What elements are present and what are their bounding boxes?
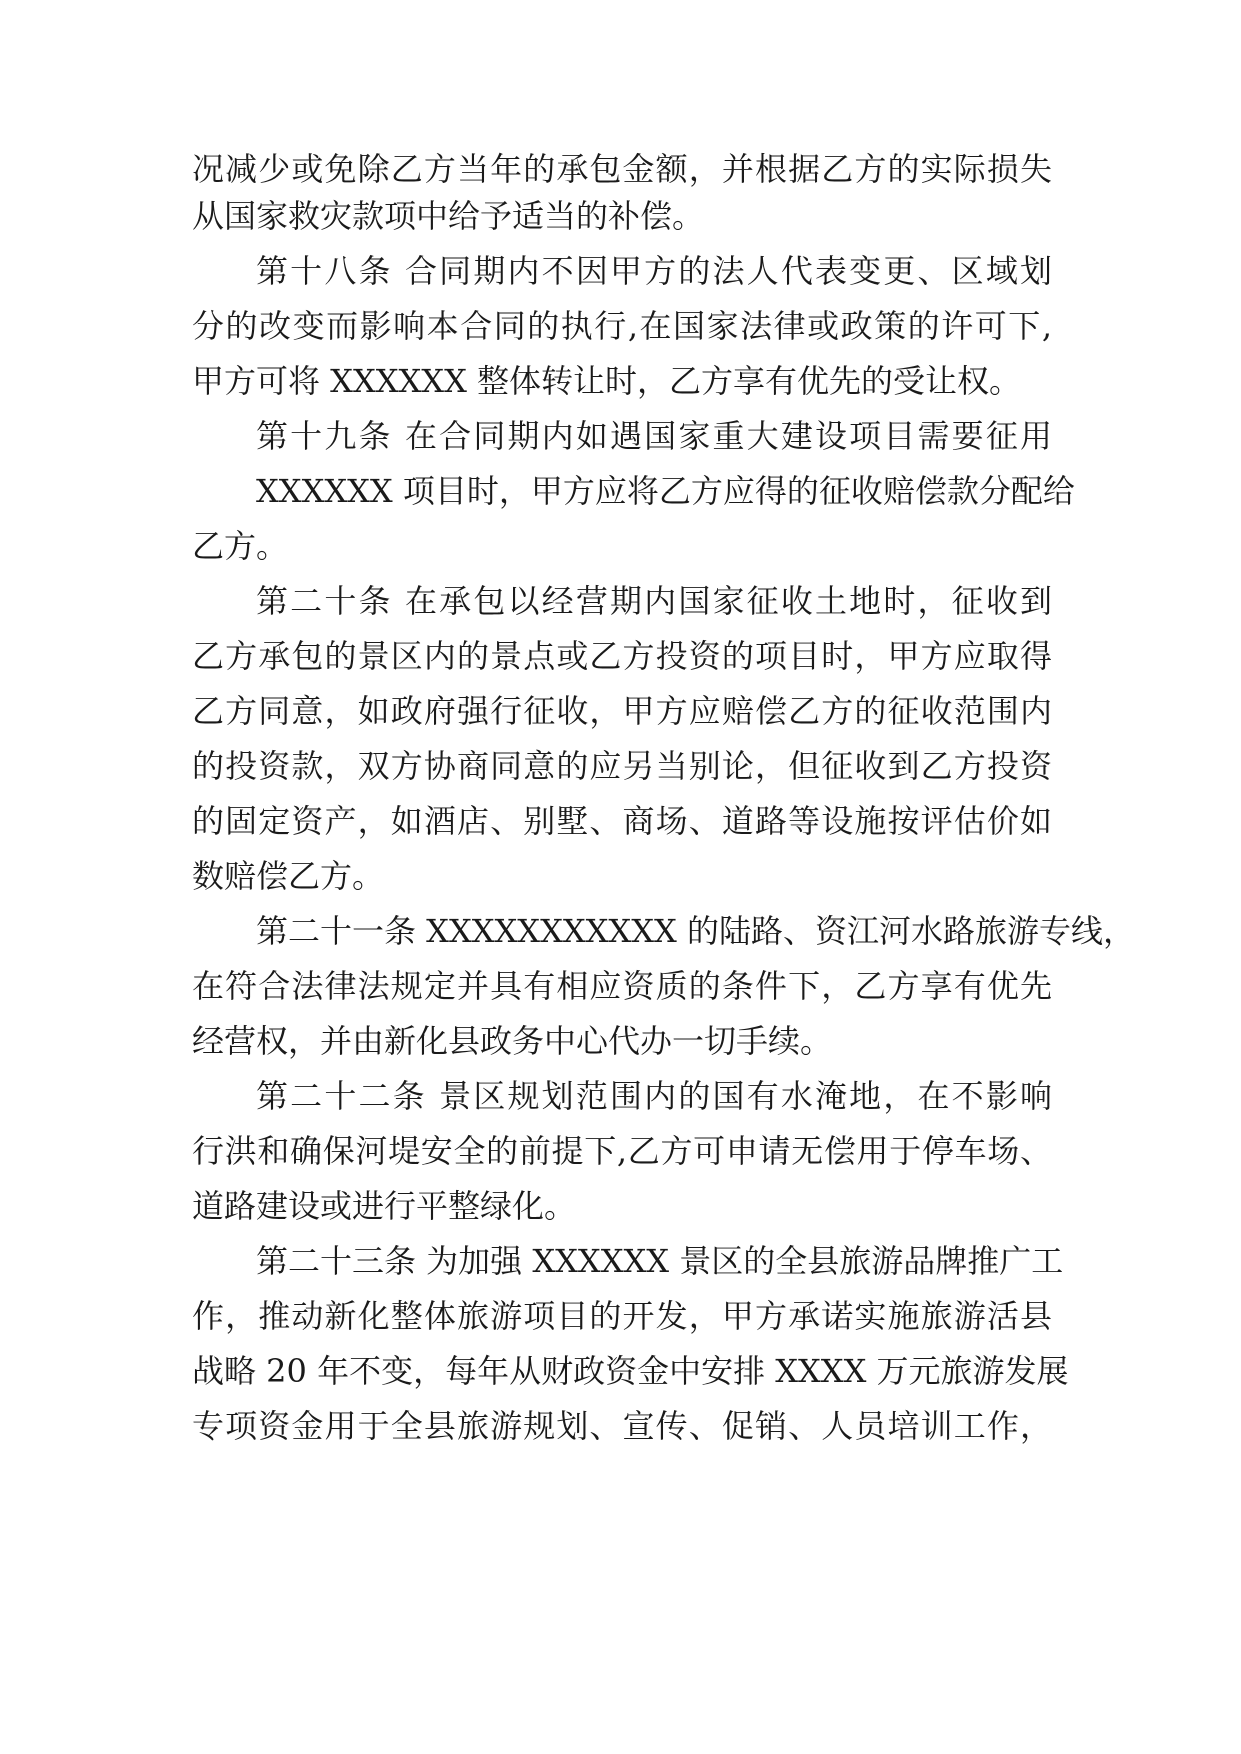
- text-line: 的固定资产，如酒店、别墅、商场、道路等设施按评估价如: [192, 802, 1052, 840]
- text-line: 作，推动新化整体旅游项目的开发，甲方承诺实施旅游活县: [192, 1297, 1052, 1335]
- text-line: 从国家救灾款项中给予适当的补偿。: [192, 197, 705, 235]
- article-22-heading-line: 第二十二条 景区规划范围内的国有水淹地，在不影响: [256, 1077, 1052, 1115]
- text-line: 在符合法律法规定并具有相应资质的条件下，乙方享有优先: [192, 967, 1052, 1005]
- article-20-heading-line: 第二十条 在承包以经营期内国家征收土地时，征收到: [256, 582, 1052, 620]
- text-line: 分的改变而影响本合同的执行,在国家法律或政策的许可下,: [192, 307, 1052, 345]
- article-21-heading-line: 第二十一条 XXXXXXXXXXX 的陆路、资江河水路旅游专线，: [256, 912, 1135, 950]
- text-line: 道路建设或进行平整绿化。: [192, 1187, 577, 1225]
- article-19-heading-line: 第十九条 在合同期内如遇国家重大建设项目需要征用: [256, 417, 1052, 455]
- text-line: 的投资款，双方协商同意的应另当别论，但征收到乙方投资: [192, 747, 1052, 785]
- text-line: 况减少或免除乙方当年的承包金额，并根据乙方的实际损失: [192, 150, 1052, 188]
- text-line: 乙方同意，如政府强行征收，甲方应赔偿乙方的征收范围内: [192, 692, 1052, 730]
- text-line: 乙方承包的景区内的景点或乙方投资的项目时，甲方应取得: [192, 637, 1052, 675]
- article-18-heading-line: 第十八条 合同期内不因甲方的法人代表变更、区域划: [256, 252, 1052, 290]
- text-line: 战略 20 年不变，每年从财政资金中安排 XXXX 万元旅游发展: [192, 1352, 1069, 1390]
- article-23-heading-line: 第二十三条 为加强 XXXXXX 景区的全县旅游品牌推广工: [256, 1242, 1064, 1280]
- text-line: 甲方可将 XXXXXX 整体转让时，乙方享有优先的受让权。: [192, 362, 1022, 400]
- text-line: 专项资金用于全县旅游规划、宣传、促销、人员培训工作，: [192, 1407, 1052, 1445]
- text-line: 行洪和确保河堤安全的前提下,乙方可申请无偿用于停车场、: [192, 1132, 1052, 1170]
- text-line: 乙方。: [192, 527, 289, 565]
- text-line: 经营权，并由新化县政务中心代办一切手续。: [192, 1022, 833, 1060]
- text-line: XXXXXX 项目时，甲方应将乙方应得的征收赔偿款分配给: [256, 472, 1075, 510]
- text-line: 数赔偿乙方。: [192, 857, 385, 895]
